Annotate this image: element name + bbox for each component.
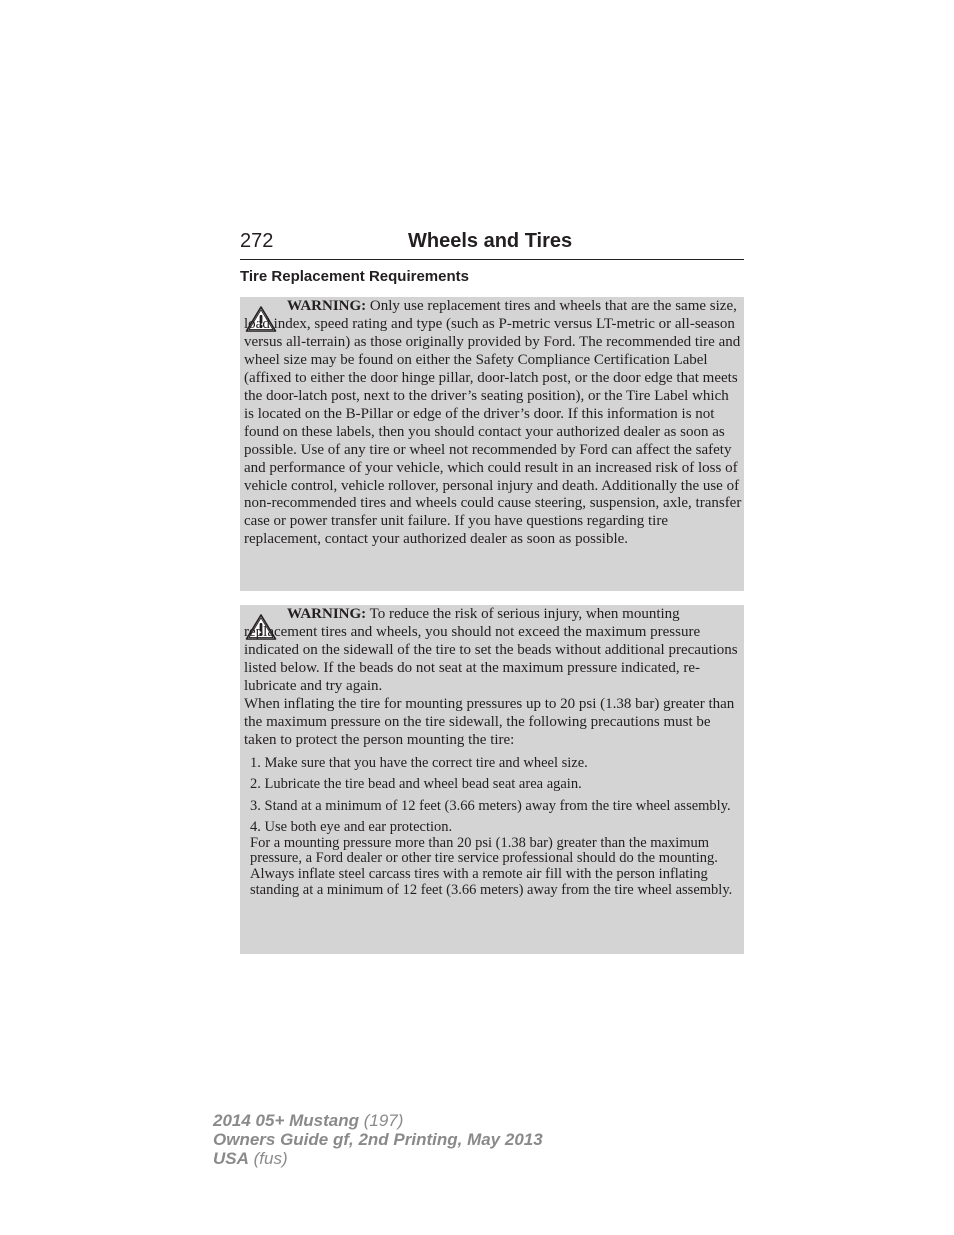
warning-body: To reduce the risk of serious injury, when mounting replacement tires and wheels, you should not exceed the maximum pressure indicated on the sidewall of the tire to set the beads without additional precautions listed below. If the beads do not seat at the maximum pressure indicated, re-lubricate and try again. — [244, 606, 738, 694]
warning-label: WARNING: — [287, 298, 367, 314]
chapter-title: Wheels and Tires — [408, 230, 573, 252]
precaution-step-last — [250, 820, 744, 899]
page-number: 272 — [240, 230, 274, 252]
steel-carcass-note: Always inflate steel carcass tires with a remote air fill with the person inflating standing at a minimum of 12 feet (3.66 meters) away from the tire wheel assembly. — [250, 866, 733, 899]
precaution-step: 4. Use both eye and ear protection. — [250, 818, 453, 835]
page-header — [240, 229, 744, 260]
dealer-mounting-note: For a mounting pressure more than 20 psi (1.38 bar) greater than the maximum pressure, a Ford dealer or other tire service professional should do the mounting. — [250, 834, 718, 867]
footer-line-guide: Owners Guide gf, 2nd Printing, May 2013 — [213, 1130, 543, 1149]
warning-text — [244, 298, 742, 549]
warning-box-replacement — [240, 297, 744, 591]
precaution-step: 1. Make sure that you have the correct tire and wheel size. — [250, 755, 588, 771]
footer-line-model: 2014 05+ Mustang (197) — [213, 1111, 404, 1130]
warning-label: WARNING: — [287, 606, 367, 622]
print-footer — [213, 1111, 543, 1168]
inflating-paragraph: When inflating the tire for mounting pressures up to 20 psi (1.38 bar) greater than the maximum pressure on the tire sidewall, the following precautions must be taken to protect the person mounting the tire: — [244, 696, 735, 748]
warning-text — [244, 606, 742, 696]
precaution-step: 3. Stand at a minimum of 12 feet (3.66 meters) away from the tire wheel assembly. — [250, 797, 731, 814]
precaution-step: 2. Lubricate the tire bead and wheel bead seat area again. — [250, 776, 582, 793]
warning-box-mounting — [240, 605, 744, 954]
footer-line-region: USA (fus) — [213, 1149, 288, 1168]
precaution-steps — [250, 756, 744, 899]
warning-body: Only use replacement tires and wheels that are the same size, load index, speed rating and type (such as P-metric versus LT-metric or all-season versus all-terrain) as those originally provided by Ford. The recommended tire and wheel size may be found on either the Safety Compliance Certification Label (affixed to either the door hinge pillar, door-latch post, or the door edge that meets the door-latch post, next to the driver’s seating position), or the Tire Label which is located on the B-Pillar or edge of the driver’s door. If this information is not found on these labels, then you should contact your authorized dealer as soon as possible. Use of any tire or wheel not recommended by Ford can affect the safety and performance of your vehicle, which could result in an increased risk of loss of vehicle control, vehicle rollover, personal injury and death. Additionally the use of non-recommended tires and wheels could cause steering, suspension, axle, transfer case or power transfer unit failure. If you have questions regarding tire replacement, contact your authorized dealer as soon as possible. — [244, 298, 742, 548]
section-heading: Tire Replacement Requirements — [240, 268, 469, 285]
